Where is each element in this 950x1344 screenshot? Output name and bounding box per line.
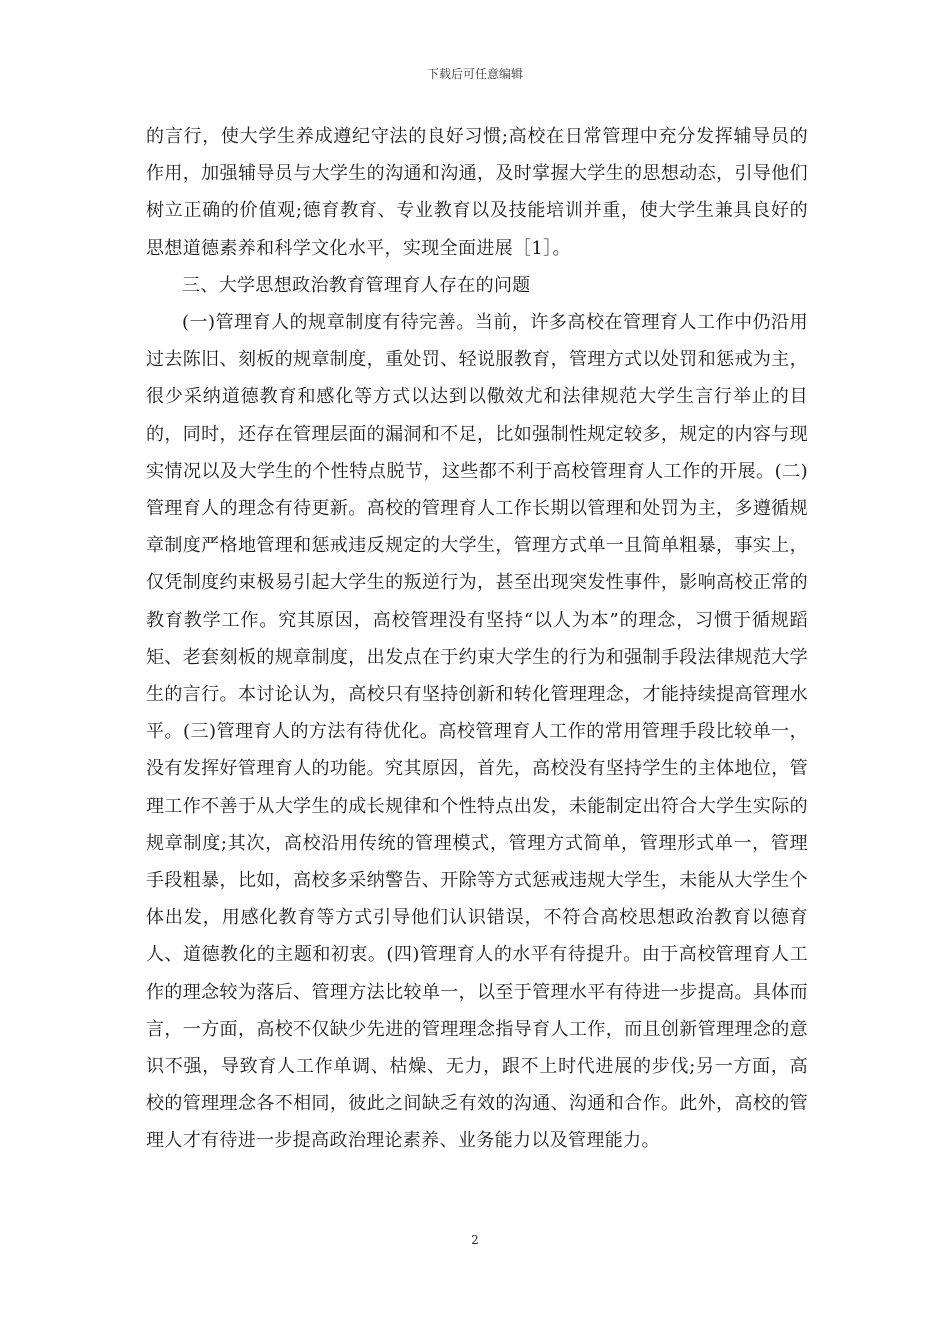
page-header: 下载后可任意编辑 — [426, 67, 523, 81]
page-number: 2 — [471, 1233, 479, 1247]
paragraph-continued: 的言行，使大学生养成遵纪守法的良好习惯;高校在日常管理中充分发挥辅导员的作用，加强辅导员与大学生的沟通和沟通，及时掌握大学生的思想动态，引导他们树立正确的价值观;德育教育、专业教育以及技能培训并重，使大学生兼具良好的思想道德素养和科学文化水平，实现全面进展［1］。 — [146, 126, 808, 259]
section-heading: 三、大学思想政治教育管理育人存在的问题 — [182, 274, 531, 296]
paragraph-problems: (一)管理育人的规章制度有待完善。当前，许多高校在管理育人工作中仍沿用过去陈旧、刻板的规章制度，重处罚、轻说服教育，管理方式以处罚和惩戒为主，很少采纳道德教育和感化等方式以达到以儆效尤和法律规范大学生言行举止的目的，同时，还存在管理层面的漏洞和不足，比如强制性规定较多，规定的内容与现实情况以及大学生的个性特点脱节，这些都不利于高校管理育人工作的开展。(二)管理育人的理念有待更新。高校的管理育人工作长期以管理和处罚为主，多遵循规章制度严格地管理和惩戒违反规定的大学生，管理方式单一且简单粗暴，事实上，仅凭制度约束极易引起大学生的叛逆行为，甚至出现突发性事件，影响高校正常的教育教学工作。究其原因，高校管理没有坚持“以人为本”的理念，习惯于循规蹈矩、老套刻板的规章制度，出发点在于约束大学生的行为和强制手段法律规范大学生的言行。本讨论认为，高校只有坚持创新和转化管理理念，才能持续提高管理水平。(三)管理育人的方法有待优化。高校管理育人工作的常用管理手段比较单一，没有发挥好管理育人的功能。究其原因，首先，高校没有坚持学生的主体地位，管理工作不善于从大学生的成长规律和个性特点出发，未能制定出符合大学生实际的规章制度;其次，高校沿用传统的管理模式，管理方式简单，管理形式单一，管理手段粗暴，比如，高校多采纳警告、开除等方式惩戒违规大学生，未能从大学生个体出发，用感化教育等方式引导他们认识错误，不符合高校思想政治教育以德育人、道德教化的主题和初衷。(四)管理育人的水平有待提升。由于高校管理育人工作的理念较为落后、管理方法比较单一，以至于管理水平有待进一步提高。具体而言，一方面，高校不仅缺少先进的管理理念指导育人工作，而且创新管理理念的意识不强，导致育人工作单调、枯燥、无力，跟不上时代进展的步伐;另一方面，高校的管理理念各不相同，彼此之间缺乏有效的沟通、沟通和合作。此外，高校的管理人才有待进一步提高政治理论素养、业务能力以及管理能力。 — [146, 312, 808, 1152]
document-body — [146, 118, 808, 1160]
